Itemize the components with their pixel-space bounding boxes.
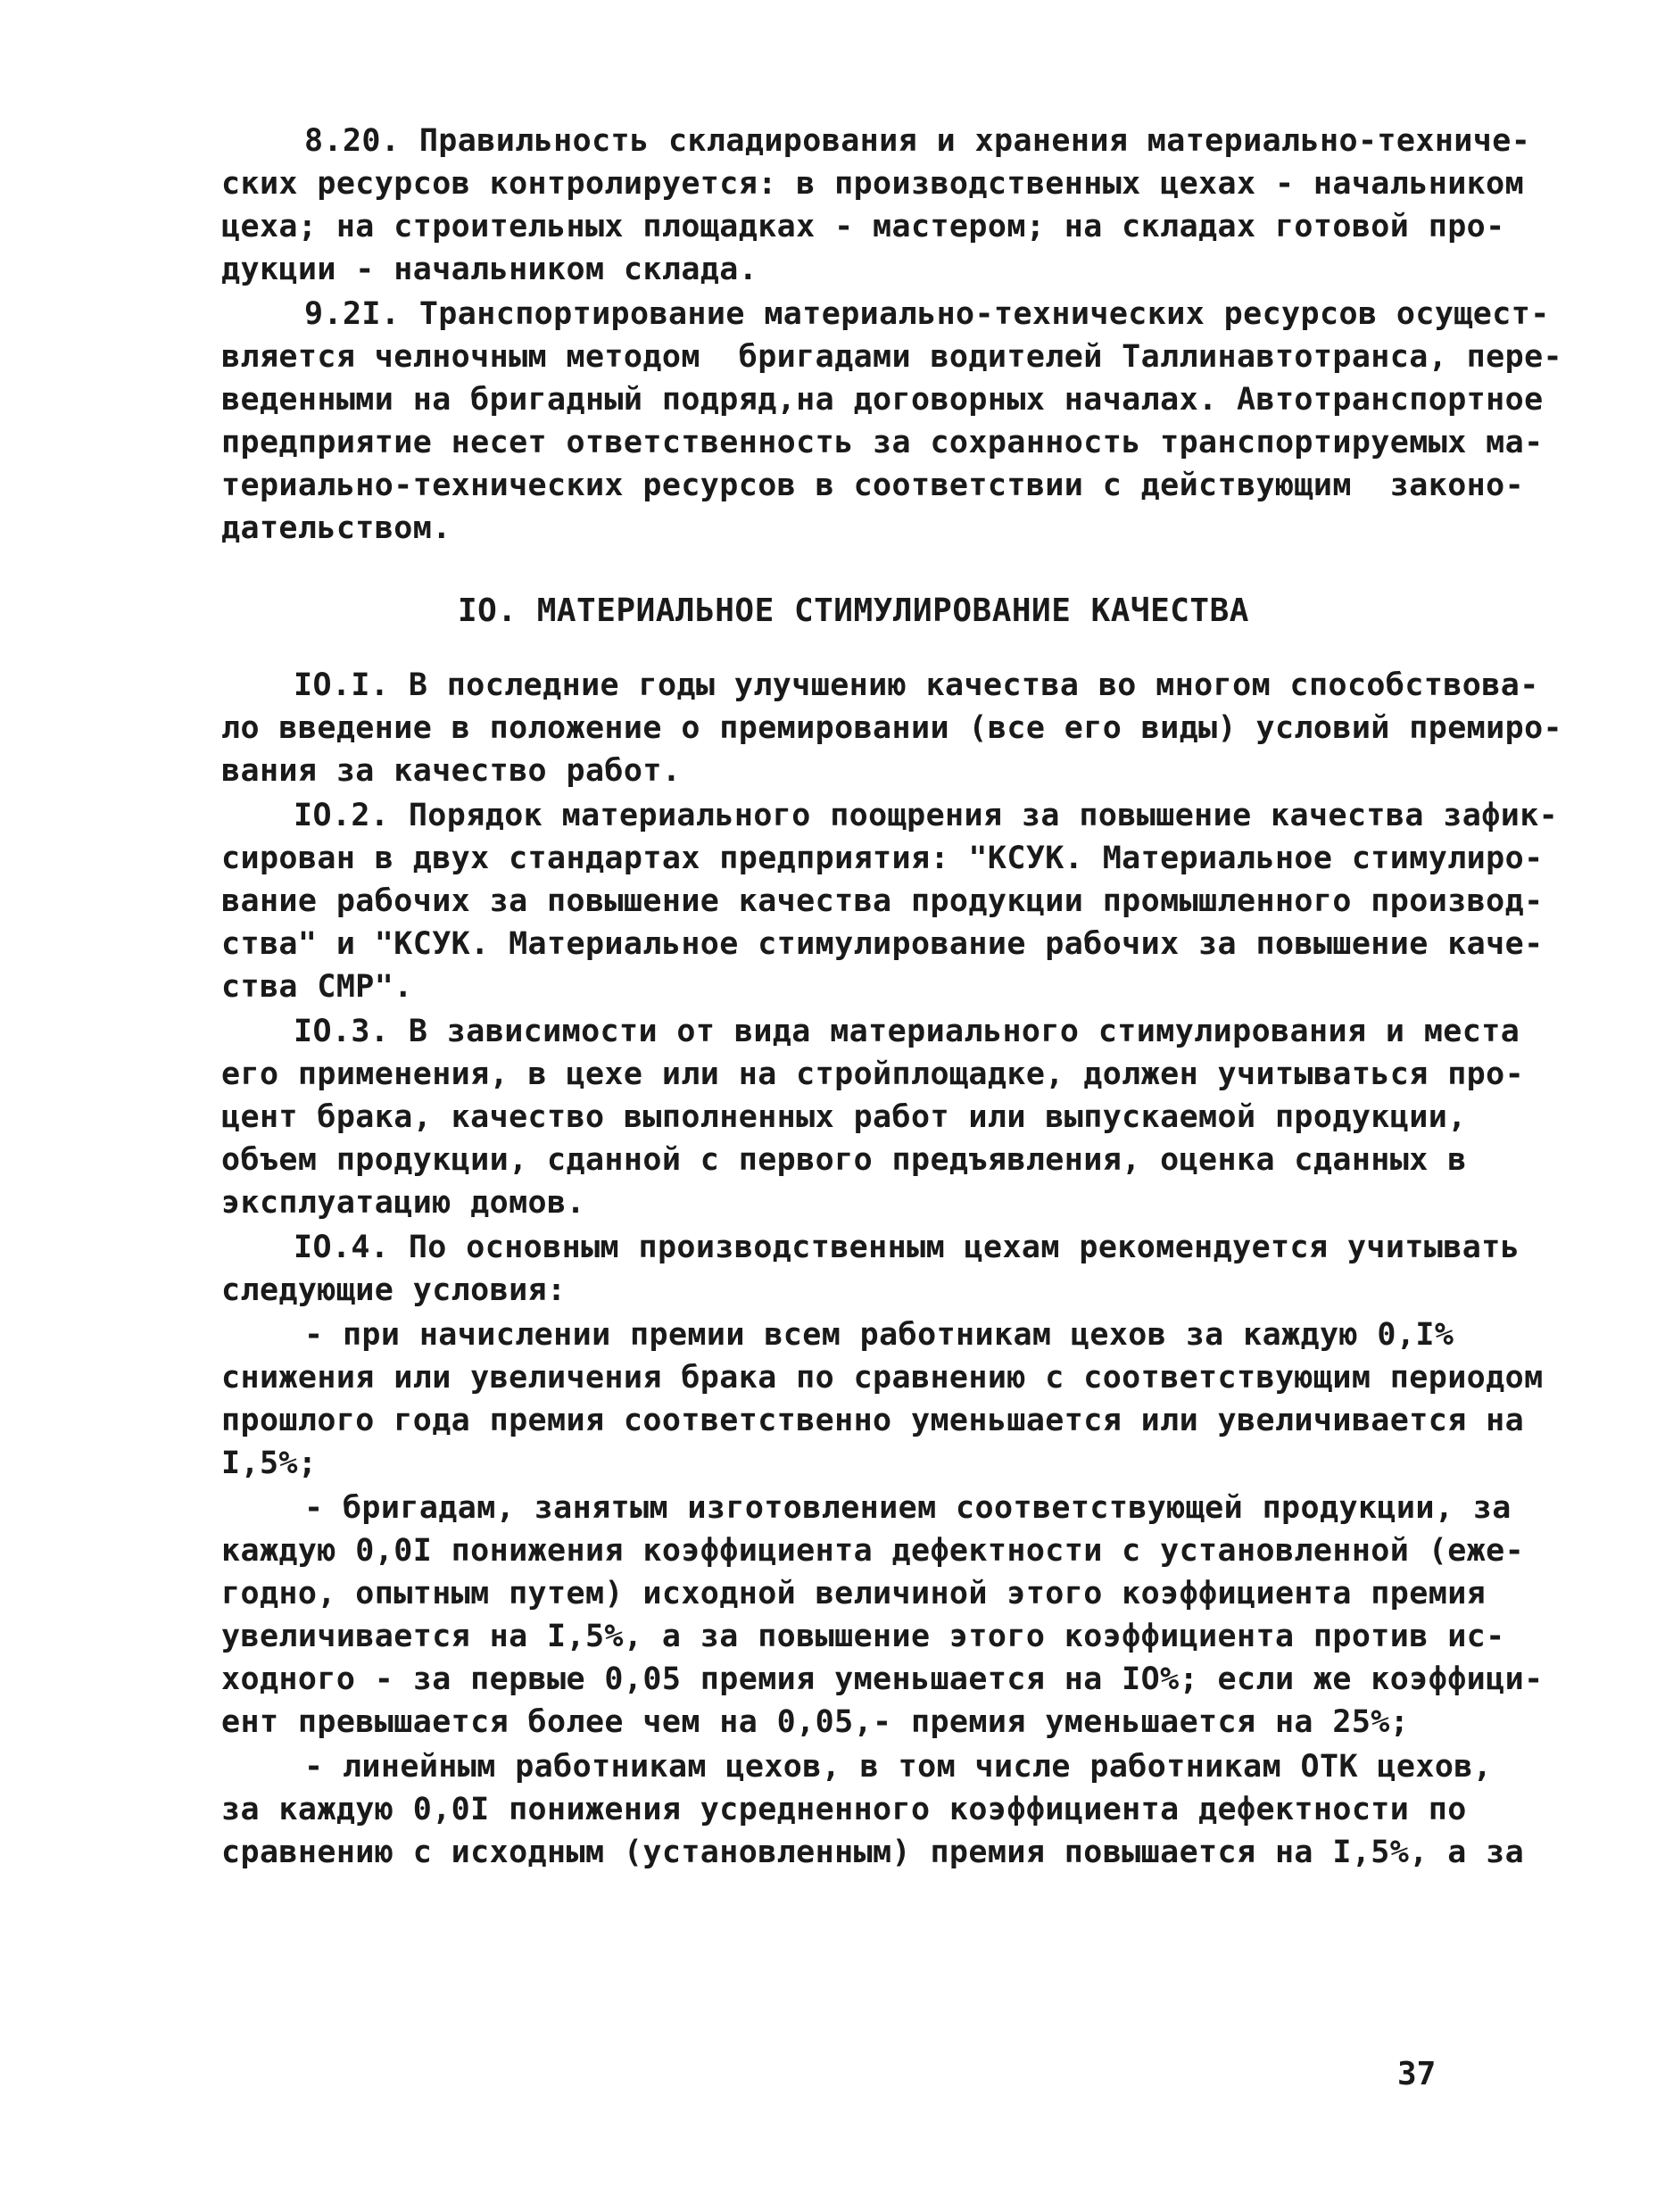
list-item-line: - при начислении премии всем работникам цехов за каждую 0,I% <box>304 1317 1454 1353</box>
list-item-line: ент превышается более чем на 0,05,- премия уменьшается на 25%; <box>221 1704 1410 1740</box>
list-item-line: увеличивается на I,5%, а за повышение этого коэффициента против ис- <box>221 1619 1505 1654</box>
text-line: его применения, в цехе или на стройплощадке, должен учитываться про- <box>221 1056 1525 1092</box>
text-line: 9.2I. Транспортирование материально-технических ресурсов осущест- <box>304 296 1550 332</box>
text-line: ства СМР". <box>221 969 413 1005</box>
text-line: предприятие несет ответственность за сохранность транспортируемых ма- <box>221 425 1544 460</box>
list-item-line: каждую 0,0I понижения коэффициента дефектности с установленной (еже- <box>221 1533 1525 1569</box>
list-item-line: I,5%; <box>221 1446 318 1481</box>
list-item-line: годно, опытным путем) исходной величиной этого коэффициента премия <box>221 1576 1487 1611</box>
text-line: вляется челночным методом бригадами водителей Таллинавтотранса, пере- <box>221 339 1563 375</box>
list-item-line: ходного - за первые 0,05 премия уменьшается на IO%; если же коэффици- <box>221 1661 1544 1697</box>
text-line: цеха; на строительных площадках - мастером; на складах готовой про- <box>221 209 1505 244</box>
list-item-line: сравнению с исходным (установленным) премия повышается на I,5%, а за <box>221 1835 1525 1870</box>
text-line: вание рабочих за повышение качества продукции промышленного производ- <box>221 883 1544 919</box>
text-line: дукции - начальником склада. <box>221 252 758 287</box>
page-number: 37 <box>1397 2056 1437 2092</box>
list-item-line: за каждую 0,0I понижения усредненного коэффициента дефектности по <box>221 1792 1467 1827</box>
text-line: IO.I. В последние годы улучшению качества во многом способствова- <box>294 667 1539 703</box>
text-line: веденными на бригадный подряд,на договорных началах. Автотранспортное <box>221 382 1544 418</box>
text-line: териально-технических ресурсов в соответствии с действующим законо- <box>221 468 1525 503</box>
list-item-line: - линейным работникам цехов, в том числе работникам ОТК цехов, <box>304 1749 1493 1785</box>
list-item-line: снижения или увеличения брака по сравнению с соответствующим периодом <box>221 1360 1544 1396</box>
text-line: цент брака, качество выполненных работ или выпускаемой продукции, <box>221 1099 1467 1135</box>
text-line: IO.2. Порядок материального поощрения за повышение качества зафик- <box>294 798 1559 833</box>
section-heading: IO. МАТЕРИАЛЬНОЕ СТИМУЛИРОВАНИЕ КАЧЕСТВА <box>458 592 1249 629</box>
text-line: вания за качество работ. <box>221 753 682 789</box>
list-item-line: прошлого года премия соответственно уменьшается или увеличивается на <box>221 1403 1525 1438</box>
text-line: 8.20. Правильность складирования и хранения материально-техниче- <box>304 123 1531 159</box>
text-line: дательством. <box>221 510 451 546</box>
text-line: ства" и "КСУК. Материальное стимулирование рабочих за повышение каче- <box>221 926 1544 962</box>
text-line: объем продукции, сданной с первого предъявления, оценка сданных в <box>221 1142 1467 1178</box>
text-line: ло введение в положение о премировании (все его виды) условий премиро- <box>221 710 1563 746</box>
text-line: сирован в двух стандартах предприятия: "КСУК. Материальное стимулиро- <box>221 841 1544 876</box>
text-line: эксплуатацию домов. <box>221 1185 585 1221</box>
list-item-line: - бригадам, занятым изготовлением соответствующей продукции, за <box>304 1490 1512 1526</box>
text-line: следующие условия: <box>221 1272 567 1308</box>
text-line: IO.4. По основным производственным цехам рекомендуется учитывать <box>294 1230 1520 1265</box>
text-line: IO.3. В зависимости от вида материального стимулирования и места <box>294 1014 1520 1049</box>
text-line: ских ресурсов контролируется: в производственных цехах - начальником <box>221 166 1525 202</box>
